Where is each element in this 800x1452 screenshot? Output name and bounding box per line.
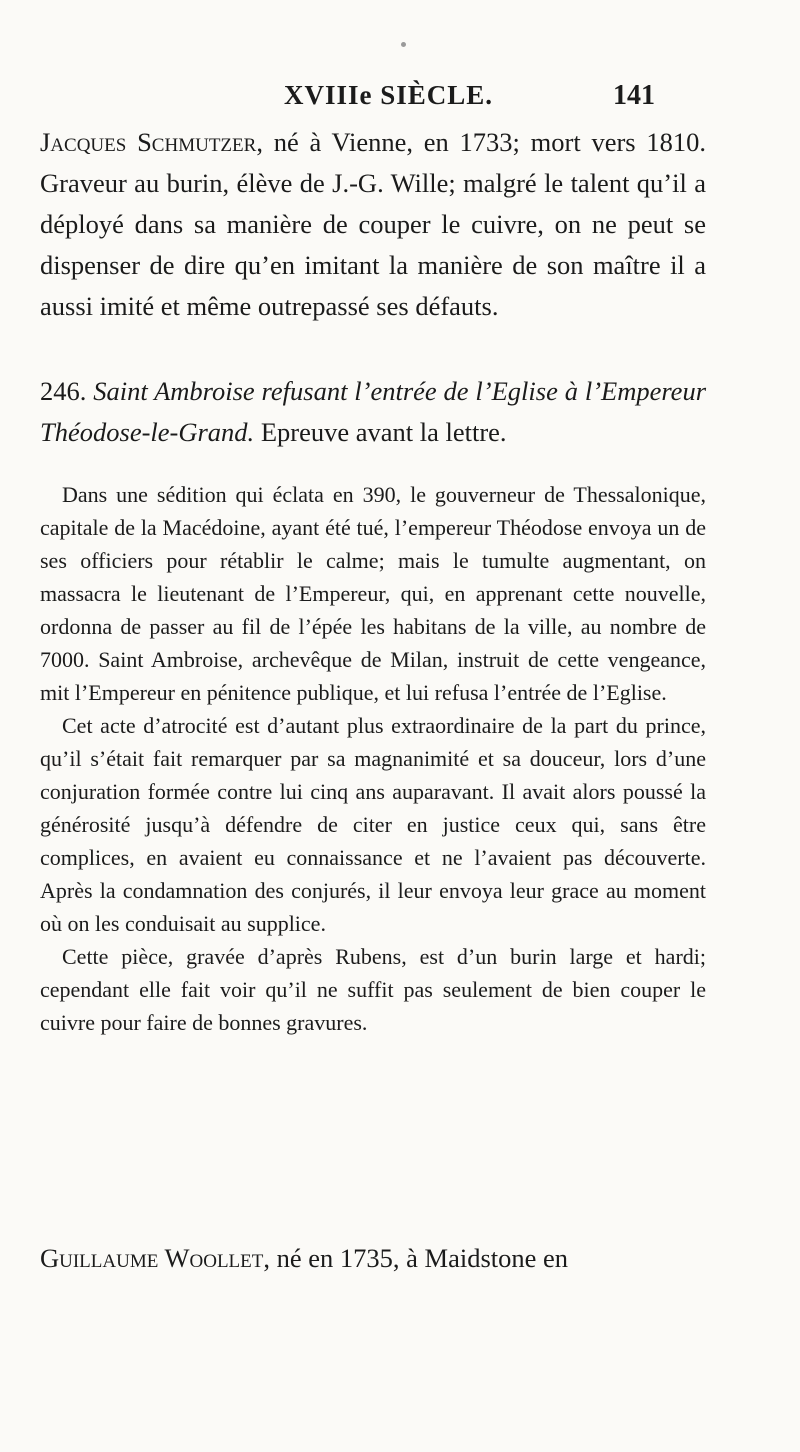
item-state: Epreuve avant la lettre. — [260, 417, 507, 447]
description-paragraph: Dans une sédition qui éclata en 390, le gouverneur de Thessalonique, capitale de la Macédoine, ayant été tué, l’empereur Théodose envoya un de ses officiers pour rétablir le calme; mais le tumulte augmentant, on massacra le lieutenant de l’Empereur, qui, en apprenant cette nouvelle, ordonna de passer au fil de l’épée les habitans de la ville, au nombre de 7000. Saint Ambroise, archevêque de Milan, instruit de cette vengeance, mit l’Empereur en pénitence publique, et lui refusa l’entrée de l’Eglise. — [40, 482, 706, 705]
page-header — [0, 80, 800, 116]
description-paragraph: Cette pièce, gravée d’après Rubens, est d’un burin large et hardi; cependant elle fait voir qu’il ne suffit pas seulement de bien couper le cuivre pour faire de bonnes gravures. — [40, 944, 706, 1035]
running-head: XVIIIe SIÈCLE. — [284, 80, 494, 110]
artist-bio: , né en 1735, à Maidstone en — [263, 1243, 569, 1273]
description-paragraph: Cet acte d’atrocité est d’autant plus extraordinaire de la part du prince, qu’il s’était fait remarquer par sa magnanimité et sa douceur, lors d’une conjuration formée contre lui cinq ans auparavant. Il avait alors poussé la générosité jusqu’à défendre de citer en justice ceux qui, sans être complices, en avaient eu connaissance et ne l’avaient pas découverte. Après la condamnation des conjurés, il leur envoya leur grace au moment où on les conduisait au supplice. — [40, 713, 706, 936]
print-speck — [401, 42, 406, 47]
artist-name: Jacques Schmutzer — [40, 127, 257, 157]
item-title: Saint Ambroise refusant l’entrée de l’Eglise à l’Empereur Théodose-le-Grand. — [40, 376, 707, 447]
page-number: 141 — [613, 80, 655, 111]
entry-schmutzer — [40, 122, 706, 327]
item-number: 246. — [40, 376, 87, 406]
entry-246 — [40, 371, 706, 453]
artist-bio: , né à Vienne, en 1733; mort vers 1810. Graveur au burin, élève de J.-G. Wille; malgré le talent qu’il a déployé dans sa manière de couper le cuivre, on ne peut se dispenser de dire qu’en imitant la manière de son maître il a aussi imité et même outrepassé ses défauts. — [40, 127, 706, 321]
item-description — [40, 478, 706, 1039]
entry-woollet — [40, 1238, 706, 1279]
artist-name: Guillaume Woollet — [40, 1243, 264, 1273]
